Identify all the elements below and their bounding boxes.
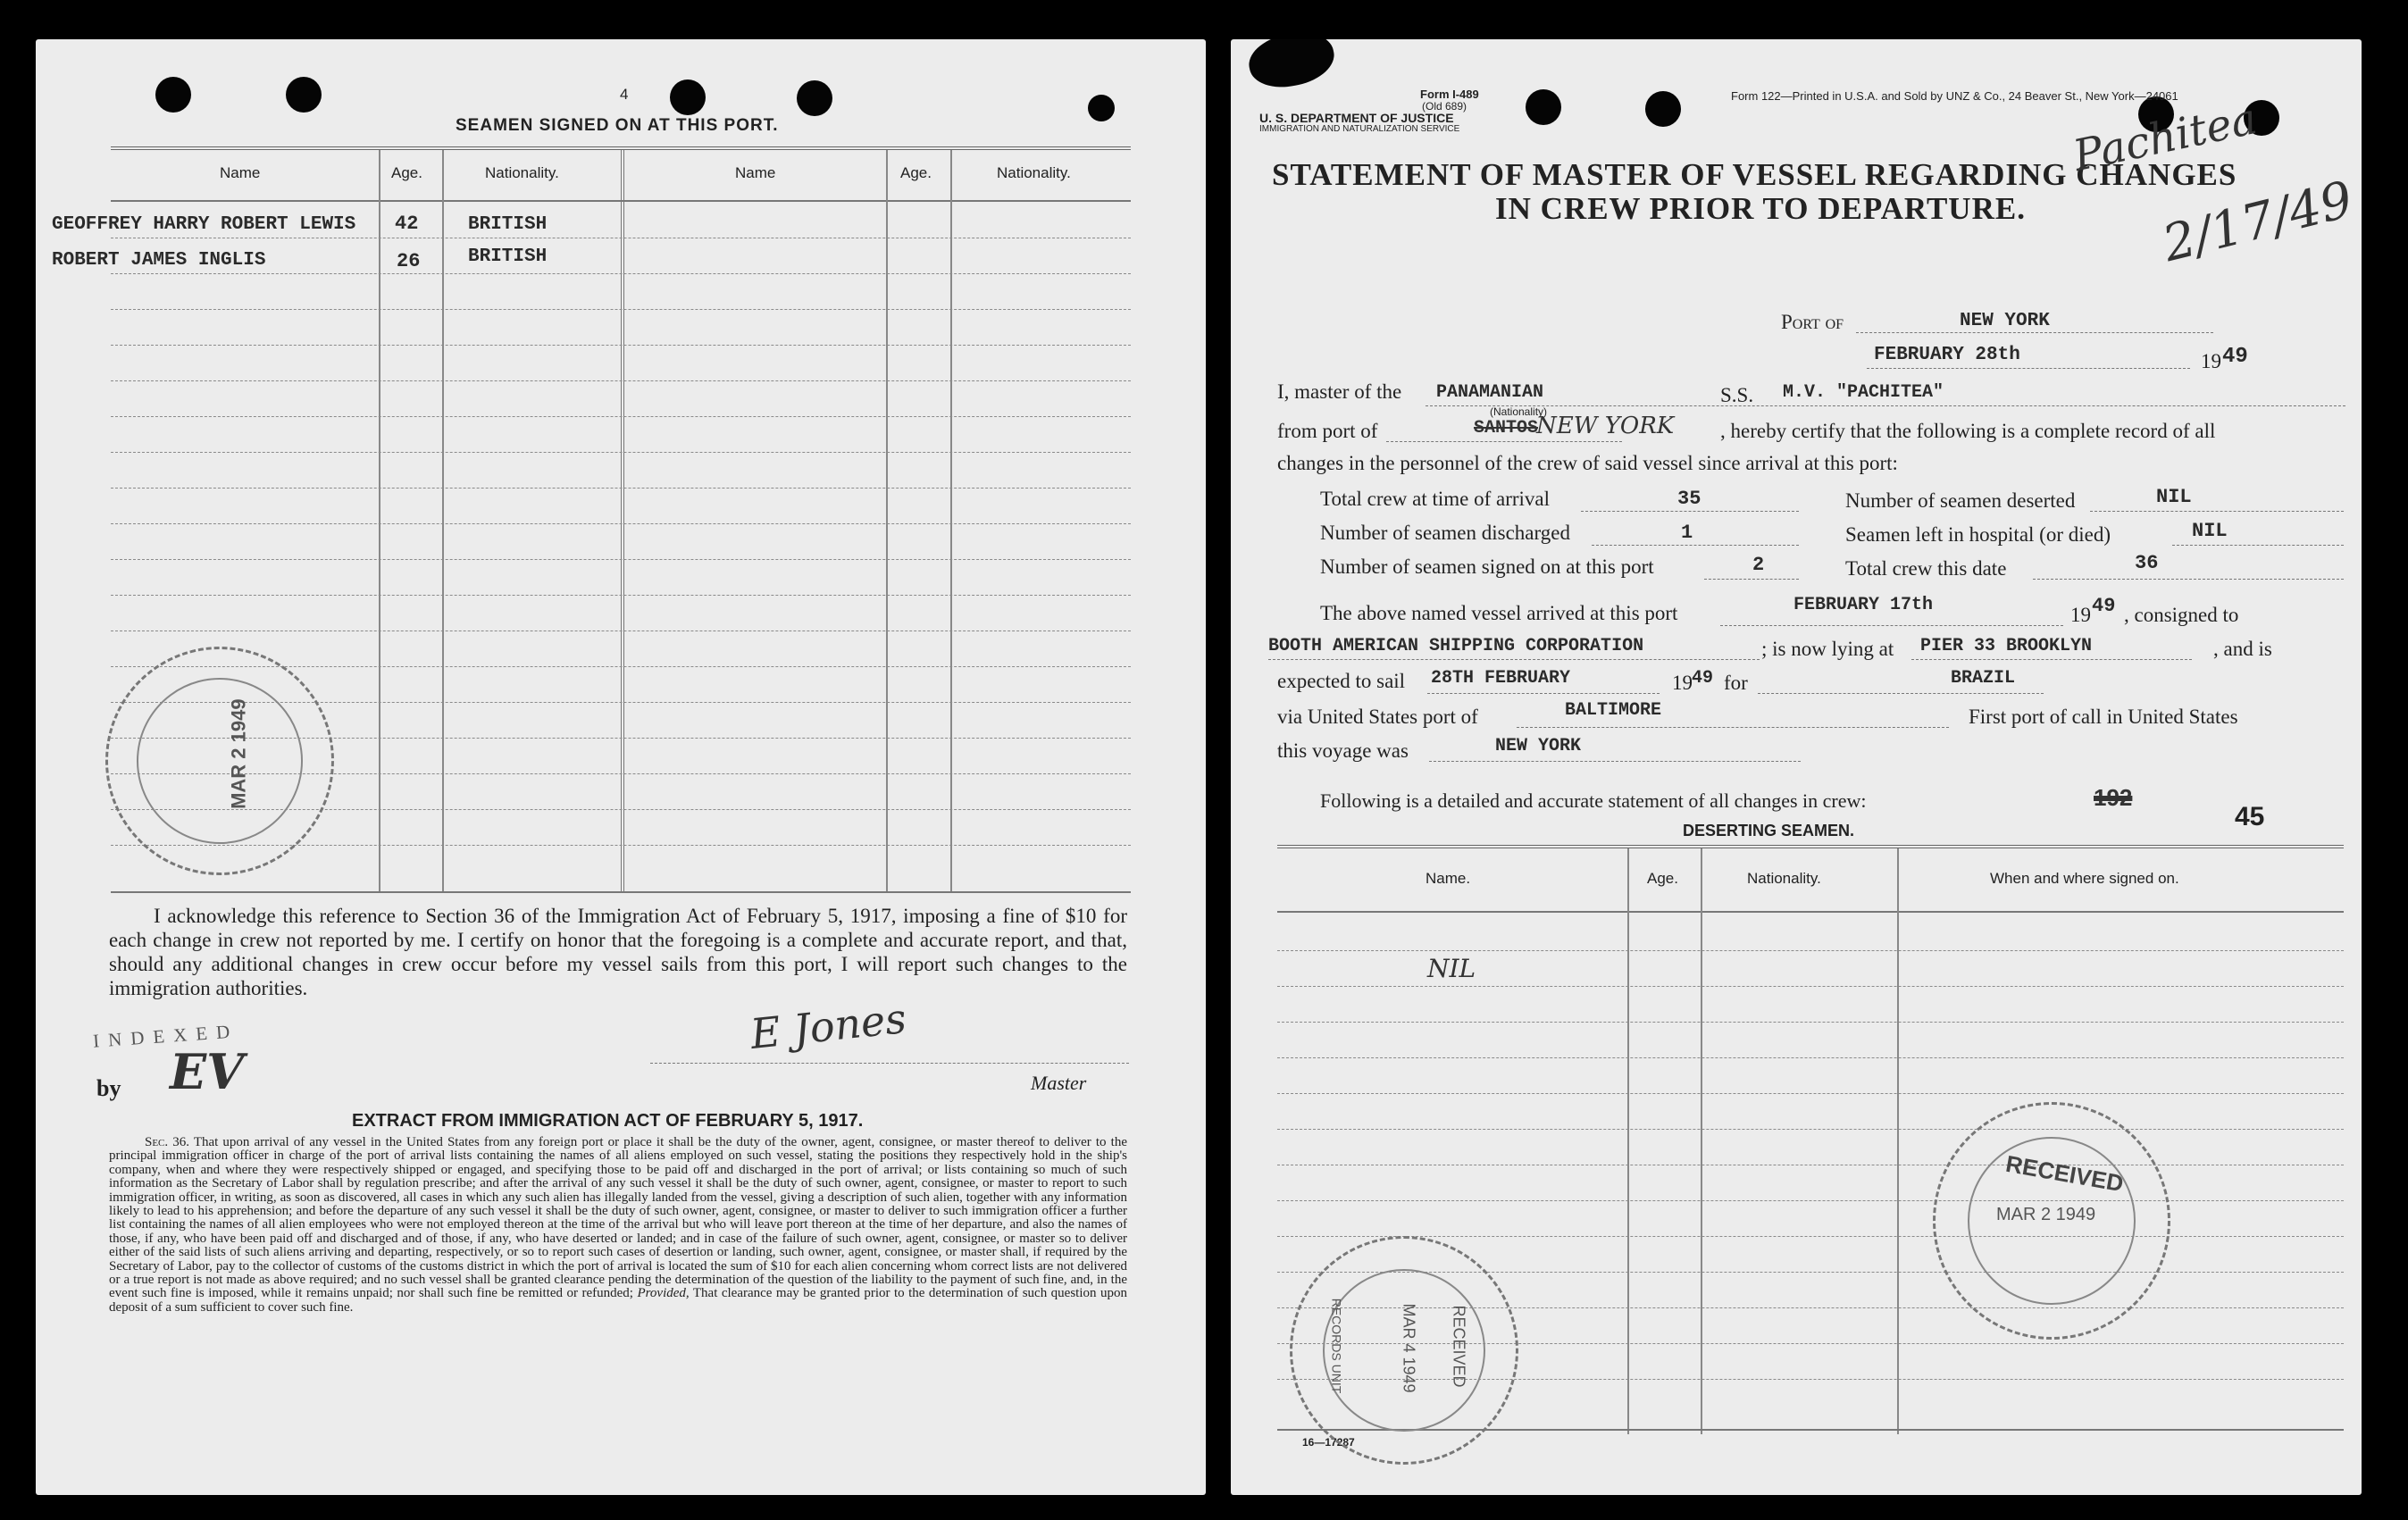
- form-title-line-1: STATEMENT OF MASTER OF VESSEL REGARDING CHANGES: [1272, 157, 2237, 192]
- destination-line: [1758, 693, 2044, 694]
- department: U. S. DEPARTMENT OF JUSTICE: [1259, 111, 1454, 125]
- page-stamp: 45: [2235, 802, 2265, 831]
- stamp-date: MAR 2 1949: [1996, 1205, 2096, 1224]
- section-body: That upon arrival of any vessel in the United States from any foreign port or place it shall be the duty of the owner, agent, consignee, or master thereof to deliver to the principal immigration officer in charge of the port of arrival lists containing the names of all aliens employed on such vessel, stating the positions they respectively hold in the ship's company, when and where they were respectively shipped or engaged, and specifying those to be paid off and discharged in the port of arrival; or lists containing so much of such information as the Secretary of Labor shall by regulation prescribe; and after the arrival of any such vessel it shall be the duty of such owner, agent, consignee, or master to report to such immigration officer, in writing, as soon as discovered, all cases in which any such alien has illegally landed from the vessel, giving a description of such alien, together with any information likely to lead to his apprehension; and before the departure of any such vessel it shall be the duty of such owner, agent, consignee, or master to deliver to such immigration officer a further list containing the names of all alien employees who were not employed thereon at the time of the arrival but who will leave port thereon at the time of her departure, and also the names of those, if any, who have been paid off and discharged and of those, if any, who have deserted or landed; and in case of the failure of such owner, agent, consignee, or master so to deliver either of the said lists of such aliens arriving and departing, respectively, or so to report such cases of desertion or landing, such owner, agent, consignee, or master shall, if required by the Secretary of Labor, pay to the collector of customs of the customs district in which the port of arrival is located the sum of $10 for each alien concerning whom correct lists are not delivered or a true report is not made as above required; and no such vessel shall be granted clearance pending the determination of the question of the liability to the payment of such fine, and, in the event such fine is imposed, while it remains unpaid; nor shall such fine be remitted or refunded;: [109, 1135, 1127, 1301]
- row-line: [111, 523, 1131, 524]
- row-line: [111, 559, 1131, 560]
- arrived-line: [1720, 625, 2063, 626]
- stat-line: [2033, 579, 2344, 580]
- row-line: [1277, 1093, 2344, 1094]
- port-value: NEW YORK: [1960, 311, 2050, 331]
- arrived-year: 49: [2092, 595, 2116, 617]
- date-value: FEBRUARY 28th: [1874, 345, 2020, 365]
- sail-date: 28TH FEBRUARY: [1431, 668, 1571, 689]
- row-line: [111, 309, 1131, 310]
- pier-line: [1911, 659, 2192, 660]
- section-label: Sec. 36.: [145, 1135, 189, 1149]
- row-line: [111, 273, 1131, 274]
- year-prefix: 19: [2201, 350, 2221, 372]
- deserting-table-top: [1277, 845, 2344, 848]
- column-divider: [1701, 848, 1702, 1434]
- column-divider: [621, 150, 624, 891]
- seaman-nationality: BRITISH: [468, 246, 548, 267]
- lying-label: ; is now lying at: [1761, 638, 1894, 660]
- stamp-label: RECEIVED: [2003, 1149, 2126, 1198]
- seaman-name: GEOFFREY HARRY ROBERT LEWIS: [52, 214, 356, 235]
- indexed-initials: EV: [170, 1043, 245, 1100]
- and-is-label: , and is: [2213, 638, 2272, 660]
- stat-value: NIL: [2156, 486, 2192, 508]
- indexed-stamp: INDEXED: [92, 1020, 239, 1052]
- punch-hole-torn: [1244, 39, 1339, 94]
- ss-label: S.S.: [1720, 384, 1754, 406]
- handwritten-ship: Pachitea: [2069, 93, 2262, 182]
- printer-line: Form 122—Printed in U.S.A. and Sold by UNZ & Co., 24 Beaver St., New York—24061: [1731, 89, 2178, 103]
- stat-label: Number of seamen signed on at this port: [1320, 555, 1654, 578]
- section-tail: That clearance may be granted prior to the determination of such question upon deposit of a sum sufficient to cover such fine.: [109, 1286, 1127, 1315]
- first-port-label: First port of call in United States: [1969, 706, 2238, 728]
- stamp-label: RECEIVED: [1450, 1305, 1468, 1388]
- destination-value: BRAZIL: [1951, 668, 2016, 689]
- punch-hole: [1645, 91, 1681, 127]
- column-header: Nationality.: [997, 164, 1071, 181]
- from-port-label: from port of: [1277, 420, 1378, 442]
- column-header: Nationality.: [1747, 870, 1821, 887]
- column-divider: [379, 150, 380, 891]
- row-line: [111, 595, 1131, 596]
- stamp-date: MAR 4 1949: [1400, 1303, 1418, 1393]
- date-stamp: [79, 621, 360, 901]
- row-line: [1277, 1129, 2344, 1130]
- column-header: When and where signed on.: [1990, 870, 2179, 887]
- page-number: 4: [620, 86, 629, 103]
- deserting-table-header-rule: [1277, 911, 2344, 913]
- form-number: Form I-489: [1420, 88, 1479, 101]
- via-port: BALTIMORE: [1565, 700, 1662, 721]
- column-divider: [442, 150, 444, 891]
- struck-number: 192: [2094, 784, 2133, 811]
- vessel-line: [1426, 405, 2345, 406]
- voyage-label: this voyage was: [1277, 739, 1409, 762]
- seaman-age: 42: [395, 213, 419, 235]
- column-header: Name: [735, 164, 776, 181]
- arrived-label: The above named vessel arrived at this port: [1320, 602, 1678, 624]
- row-line: [1277, 1200, 2344, 1201]
- column-header: Name.: [1426, 870, 1471, 887]
- provided-label: Provided,: [637, 1286, 690, 1301]
- column-header: Nationality.: [485, 164, 559, 181]
- year-value: 49: [2222, 345, 2248, 369]
- stamp-caption: RECORDS UNIT: [1329, 1298, 1344, 1394]
- consigned-label: , consigned to: [2124, 604, 2239, 626]
- pier-value: PIER 33 BROOKLYN: [1920, 636, 2093, 656]
- by-label: by: [96, 1075, 121, 1101]
- left-page: [36, 39, 1206, 1495]
- punch-hole: [155, 77, 191, 113]
- via-line: [1517, 727, 1949, 728]
- via-label: via United States port of: [1277, 706, 1478, 728]
- arrived-date: FEBRUARY 17th: [1793, 595, 1934, 615]
- column-header: Age.: [391, 164, 422, 181]
- sail-year: 49: [1692, 668, 1714, 689]
- row-line: [111, 416, 1131, 417]
- form-title-line-2: IN CREW PRIOR TO DEPARTURE.: [1495, 191, 2026, 226]
- extract-text: [109, 1136, 1127, 1315]
- stat-line: [2172, 545, 2344, 546]
- service: IMMIGRATION AND NATURALIZATION SERVICE: [1259, 124, 1460, 134]
- punch-hole: [286, 77, 322, 113]
- punch-hole: [1526, 89, 1561, 125]
- handwritten-date: 2/17/49: [2157, 170, 2359, 274]
- voyage-port: NEW YORK: [1495, 736, 1582, 756]
- arrived-year-prefix: 19: [2070, 604, 2091, 626]
- from-port-value: NEW YORK: [1536, 413, 1675, 439]
- voyage-line: [1429, 761, 1801, 762]
- row-line: [111, 488, 1131, 489]
- stat-label: Seamen left in hospital (or died): [1845, 523, 2111, 546]
- stat-label: Number of seamen discharged: [1320, 522, 1570, 544]
- certify-text: , hereby certify that the following is a complete record of all: [1720, 420, 2216, 442]
- table-bottom-rule: [111, 891, 1131, 893]
- sail-year-prefix: 19: [1672, 672, 1693, 694]
- sail-date-line: [1427, 693, 1660, 694]
- stat-value: 1: [1681, 522, 1693, 544]
- right-page: [1231, 39, 2362, 1495]
- seaman-nationality: BRITISH: [468, 214, 548, 235]
- stat-label: Total crew this date: [1845, 557, 2007, 580]
- row-line: [1277, 986, 2344, 987]
- port-line: [1856, 332, 2213, 333]
- master-of-label: I, master of the: [1277, 380, 1402, 403]
- punch-hole: [797, 80, 832, 116]
- column-divider: [1627, 848, 1629, 1434]
- row-line: [1277, 1236, 2344, 1237]
- stat-value: NIL: [2192, 520, 2228, 542]
- date-line: [1867, 368, 2190, 369]
- changes-text: changes in the personnel of the crew of said vessel since arrival at this port:: [1277, 452, 1898, 474]
- footer-code: 16—17287: [1302, 1436, 1355, 1449]
- consignee-value: BOOTH AMERICAN SHIPPING CORPORATION: [1268, 636, 1644, 656]
- stat-value: 35: [1677, 488, 1701, 510]
- row-line: [111, 345, 1131, 346]
- stat-line: [1592, 545, 1799, 546]
- stat-value: 2: [1752, 554, 1765, 576]
- seaman-name: ROBERT JAMES INGLIS: [52, 250, 266, 271]
- stat-line: [1581, 511, 1799, 512]
- stat-label: Number of seamen deserted: [1845, 489, 2076, 512]
- port-label: Port of: [1781, 311, 1844, 333]
- column-divider: [886, 150, 888, 891]
- from-port-line: [1386, 441, 1622, 442]
- stat-line: [1704, 579, 1799, 580]
- stat-label: Total crew at time of arrival: [1320, 488, 1551, 510]
- punch-hole: [670, 79, 706, 115]
- received-stamp: [1290, 1236, 1518, 1465]
- stamp-date: MAR 2 1949: [227, 698, 250, 809]
- stat-line: [2090, 511, 2344, 512]
- stamp-ring: [118, 659, 322, 863]
- from-port-struck: SANTOS: [1474, 418, 1539, 438]
- following-label: Following is a detailed and accurate statement of all changes in crew:: [1320, 789, 1867, 812]
- row-line: [1277, 950, 2344, 951]
- nationality-value: PANAMANIAN: [1436, 382, 1544, 403]
- deserting-title: DESERTING SEAMEN.: [1683, 822, 1855, 839]
- stat-value: 36: [2135, 552, 2159, 574]
- consignee-line: [1268, 659, 1760, 660]
- row-line: [1277, 1022, 2344, 1023]
- signature-line: [650, 1063, 1129, 1064]
- section-title: SEAMEN SIGNED ON AT THIS PORT.: [456, 116, 779, 135]
- column-divider: [1897, 848, 1899, 1434]
- vessel-value: M.V. "PACHITEA": [1783, 382, 1944, 403]
- column-divider: [950, 150, 952, 891]
- row-line: [111, 452, 1131, 453]
- row-line: [111, 380, 1131, 381]
- column-header: Age.: [1647, 870, 1678, 887]
- for-label: for: [1724, 672, 1748, 694]
- master-label: Master: [1031, 1072, 1087, 1094]
- received-stamp: [1933, 1102, 2170, 1340]
- nil-entry: NIL: [1427, 954, 1476, 983]
- column-header: Age.: [900, 164, 932, 181]
- punch-hole: [1088, 95, 1115, 121]
- expected-label: expected to sail: [1277, 670, 1406, 692]
- form-old-number: (Old 689): [1422, 100, 1467, 113]
- master-signature: E Jones: [748, 994, 909, 1058]
- column-header: Name: [220, 164, 261, 181]
- nationality-caption: (Nationality): [1490, 405, 1548, 418]
- row-line: [1277, 1057, 2344, 1058]
- extract-title: EXTRACT FROM IMMIGRATION ACT OF FEBRUARY 5, 1917.: [352, 1111, 864, 1131]
- acknowledgement-text: I acknowledge this reference to Section 36 of the Immigration Act of February 5, 1917, imposing a fine of $10 for each change in crew not reported by me. I certify on honor that the foregoing is a complete and accurate report, and that, should any additional changes in crew occur before my vessel sails from this port, I will report such changes to the immigration authorities.: [109, 905, 1127, 999]
- seaman-age: 26: [397, 250, 421, 272]
